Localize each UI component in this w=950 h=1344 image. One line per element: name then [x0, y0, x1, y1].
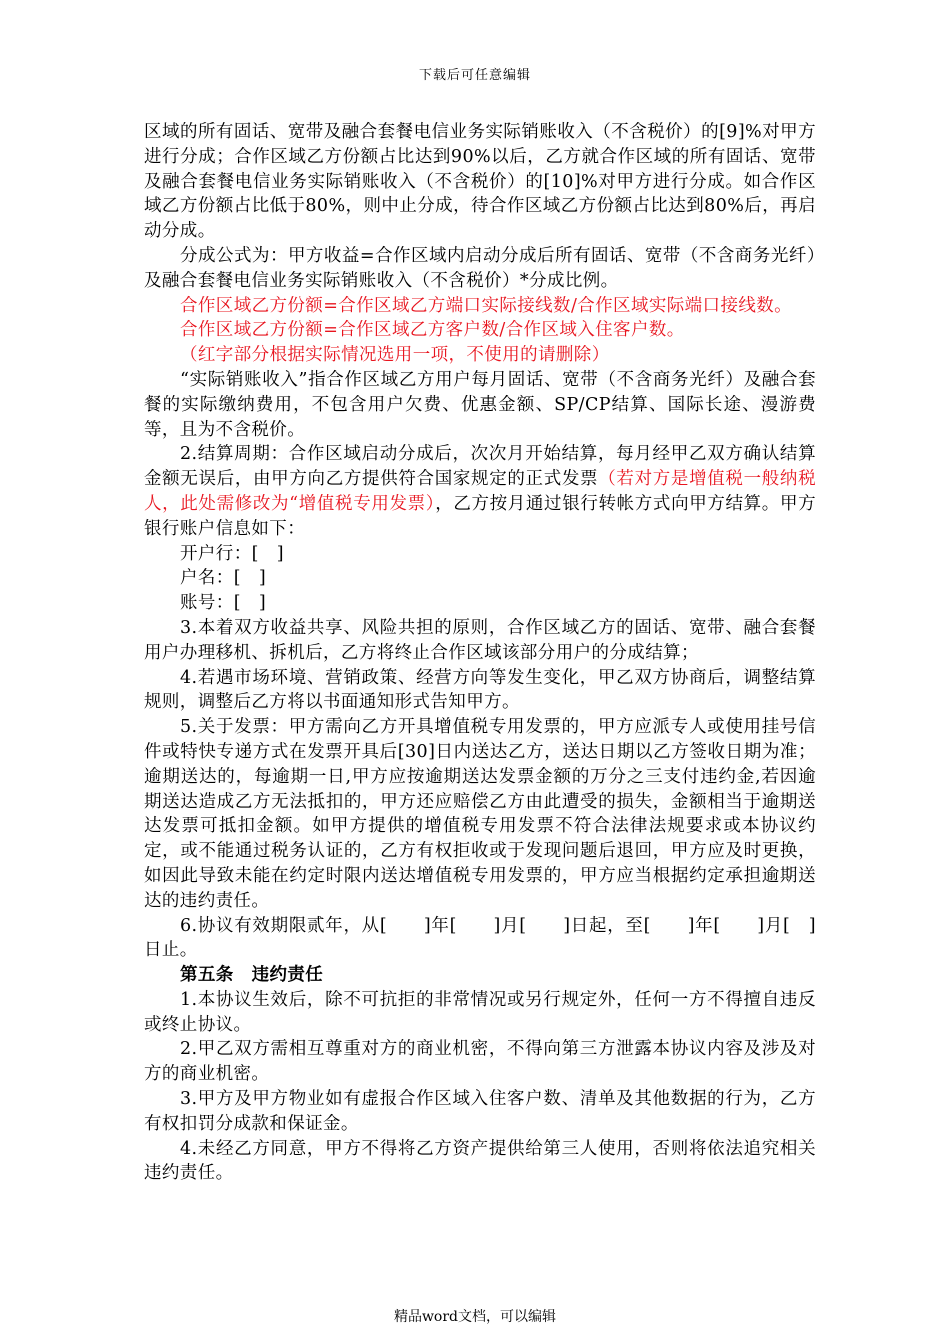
paragraph-relocation: 3.本着双方收益共享、风险共担的原则，合作区域乙方的固话、宽带、融合套餐用户办理移机、拆机后，乙方将终止合作区域该部分用户的分成结算；	[144, 617, 816, 663]
paragraph-breach-4: 4.未经乙方同意，甲方不得将乙方资产提供给第三人使用，否则将依法追究相关违约责任。	[144, 1138, 816, 1184]
account-number-line: 账号：[ ]	[180, 593, 267, 614]
document-body	[144, 120, 816, 1186]
paragraph-customer-share: 合作区域乙方份额=合作区域乙方客户数/合作区域入住客户数。	[180, 320, 685, 341]
settlement-text-a: 2.结算周期：合作区域启动分成后，次次月开始结算，每月经甲乙双方确认结算金额无误后，由甲方向乙方提供符合国家规定的正式发票	[144, 444, 816, 490]
paragraph-invoice: 5.关于发票：甲方需向乙方开具增值税专用发票的，甲方应派专人或使用挂号信件或特快专递方式在发票开具后[30]日内送达乙方，送达日期以乙方签收日期为准；逾期送达的，每逾期一日,甲方应按逾期送达发票金额的万分之三支付违约金,若因逾期送达造成乙方无法抵扣的，甲方还应赔偿乙方由此遭受的损失，金额相当于逾期送达发票可抵扣金额。如甲方提供的增值税专用发票不符合法律法规要求或本协议约定，或不能通过税务认证的，乙方有权拒收或于发现问题后退回，甲方应及时更换，如因此导致未能在约定时限内送达增值税专用发票的，甲方应当根据约定承担逾期送达的违约责任。	[144, 717, 816, 911]
paragraph-actual-revenue: “实际销账收入”指合作区域乙方用户每月固话、宽带（不含商务光纤）及融合套餐的实际缴纳费用，不包含用户欠费、优惠金额、SP/CP结算、国际长途、漫游费等，且为不含税价。	[144, 369, 816, 440]
page-header: 下载后可任意编辑	[418, 68, 531, 83]
account-name-line: 户名：[ ]	[180, 568, 267, 589]
settlement-red-note: （若对方是增值税一般纳税人，此处需修改为“增值税专用发票）	[144, 469, 816, 514]
paragraph-share-ratio: 区域的所有固话、宽带及融合套餐电信业务实际销账收入（不含税价）的[9]%对甲方进行分成；合作区域乙方份额占比达到90%以后，乙方就合作区域的所有固话、宽带及融合套餐电信业务实际销账收入（不含税价）的[10]%对甲方进行分成。如合作区域乙方份额占比低于80%，则中止分成，待合作区域乙方份额占比达到80%后，再启动分成。	[144, 122, 816, 242]
paragraph-settlement-period	[144, 442, 816, 541]
paragraph-breach-1: 1.本协议生效后，除不可抗拒的非常情况或另行规定外，任何一方不得擅自违反或终止协议。	[144, 989, 816, 1035]
page-footer: 精品word文档，可以编辑	[393, 1309, 557, 1325]
paragraph-breach-2: 2.甲乙双方需相互尊重对方的商业机密，不得向第三方泄露本协议内容及涉及对方的商业机密。	[144, 1039, 816, 1085]
section-heading-breach: 第五条 违约责任	[180, 965, 324, 986]
paragraph-breach-3: 3.甲方及甲方物业如有虚报合作区域入住客户数、清单及其他数据的行为，乙方有权扣罚分成款和保证金。	[144, 1089, 816, 1134]
paragraph-red-note: （红字部分根据实际情况选用一项，不使用的请删除）	[180, 345, 610, 366]
paragraph-share-formula: 分成公式为：甲方收益=合作区域内启动分成后所有固话、宽带（不含商务光纤）及融合套餐电信业务实际销账收入（不含税价）*分成比例。	[144, 245, 816, 291]
settlement-text-c: ，乙方按月通过银行转帐方式向甲方结算。甲方银行账户信息如下：	[144, 493, 817, 539]
paragraph-port-share: 合作区域乙方份额=合作区域乙方端口实际接线数/合作区域实际端口接线数。	[180, 295, 793, 316]
paragraph-rule-change: 4.若遇市场环境、营销政策、经营方向等发生变化，甲乙双方协商后，调整结算规则，调整后乙方将以书面通知形式告知甲方。	[144, 667, 816, 713]
bank-name-line: 开户行：[ ]	[180, 543, 284, 564]
paragraph-term: 6.协议有效期限贰年，从[ ]年[ ]月[ ]日起，至[ ]年[ ]月[ ]日止。	[144, 915, 816, 961]
